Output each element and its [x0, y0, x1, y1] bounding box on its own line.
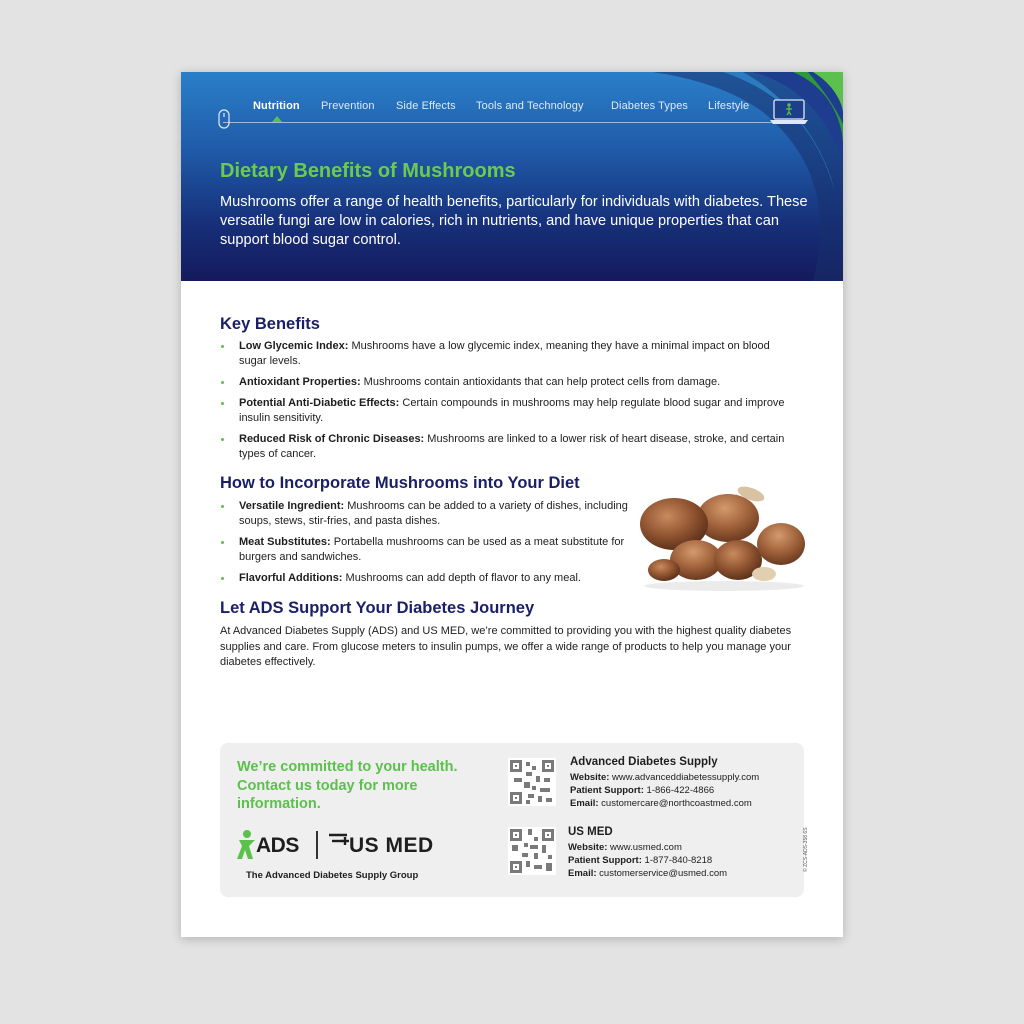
flyer-page: [181, 72, 843, 937]
website-label: Website:: [568, 842, 608, 853]
tip-text: Portabella mushrooms can be used as a meat substitute for burgers and sandwiches.: [239, 536, 625, 563]
website-line[interactable]: [568, 841, 727, 854]
tab-nutrition[interactable]: Nutrition: [253, 100, 300, 112]
bullet-dot-icon: [221, 438, 224, 441]
tip-text: Mushrooms can be added to a variety of dishes, including soups, stews, stir-fries, and pasta dishes.: [239, 500, 628, 527]
phone-number[interactable]: 1-877-840-8218: [641, 855, 713, 866]
phone-line[interactable]: [570, 784, 759, 797]
email-label: Email:: [570, 798, 599, 809]
bullet-dot-icon: [221, 577, 224, 580]
benefit-term: Potential Anti-Diabetic Effects:: [239, 397, 400, 409]
bullet-dot-icon: [221, 381, 224, 384]
key-benefits-list: [220, 339, 800, 468]
tip-term: Versatile Ingredient:: [239, 500, 345, 512]
support-heading: Let ADS Support Your Diabetes Journey: [220, 599, 535, 617]
contact-footer: [220, 743, 804, 897]
cta-text: We’re committed to your health. Contact us today for more information.: [237, 759, 458, 812]
intro-paragraph: Mushrooms offer a range of health benefits, particularly for individuals with diabetes. These versatile fungi are low in calories, rich in nutrients, and have unique properties that can support blood sugar control.: [220, 194, 808, 248]
website-link[interactable]: www.usmed.com: [607, 842, 682, 853]
phone-line[interactable]: [568, 854, 727, 867]
tab-diabetes-types[interactable]: Diabetes Types: [611, 100, 689, 112]
bullet-dot-icon: [221, 402, 224, 405]
group-name: The Advanced Diabetes Supply Group: [246, 870, 419, 881]
email-link[interactable]: customerservice@usmed.com: [596, 868, 728, 879]
active-tab-indicator: [272, 116, 282, 122]
list-item: [220, 535, 640, 565]
email-link[interactable]: customercare@northcoastmed.com: [598, 798, 752, 809]
phone-label: Patient Support:: [570, 785, 644, 796]
page-title: Dietary Benefits of Mushrooms: [220, 160, 516, 182]
website-line[interactable]: [570, 771, 759, 784]
nav-rail: [223, 122, 783, 123]
list-item: [220, 396, 800, 426]
benefit-text: Mushrooms contain antioxidants that can help protect cells from damage.: [360, 376, 721, 388]
usmed-logo-text: US MED: [349, 834, 434, 857]
tip-term: Flavorful Additions:: [239, 572, 343, 584]
list-item: [220, 339, 800, 369]
website-link[interactable]: www.advanceddiabetessupply.com: [609, 772, 760, 783]
document-code: © ZCS-ADS-358 6S: [803, 827, 809, 872]
qr-code-icon[interactable]: [508, 758, 556, 806]
phone-label: Patient Support:: [568, 855, 642, 866]
tab-prevention[interactable]: Prevention: [321, 100, 375, 112]
tip-term: Meat Substitutes:: [239, 536, 331, 548]
contact-name: Advanced Diabetes Supply: [570, 756, 718, 768]
mouse-icon: [218, 109, 230, 129]
usmed-plus-icon: [329, 831, 351, 859]
tab-tools-and-technology[interactable]: Tools and Technology: [476, 100, 584, 112]
ads-logo-text: ADS: [256, 834, 299, 857]
benefit-term: Low Glycemic Index:: [239, 340, 349, 352]
phone-number[interactable]: 1-866-422-4866: [643, 785, 715, 796]
tip-text: Mushrooms can add depth of flavor to any meal.: [342, 572, 581, 584]
website-label: Website:: [570, 772, 610, 783]
tab-lifestyle[interactable]: Lifestyle: [708, 100, 750, 112]
hero-banner: [181, 72, 843, 281]
contact-name: US MED: [568, 826, 613, 838]
benefit-text: Mushrooms have a low glycemic index, meaning they have a minimal impact on blood sugar levels.: [239, 340, 770, 367]
bullet-dot-icon: [221, 505, 224, 508]
bullet-dot-icon: [221, 345, 224, 348]
bullet-dot-icon: [221, 541, 224, 544]
incorporate-list: [220, 499, 640, 592]
benefit-term: Antioxidant Properties:: [239, 376, 361, 388]
laptop-icon: [770, 98, 808, 126]
key-benefits-heading: Key Benefits: [220, 315, 320, 333]
logo-divider: [316, 831, 318, 859]
mushrooms-image: [636, 484, 811, 594]
brand-logos: [237, 829, 467, 865]
benefit-text: Mushrooms are linked to a lower risk of heart disease, stroke, and certain types of cancer.: [239, 433, 785, 460]
contact-ads: [570, 756, 759, 810]
ads-figure-icon: [237, 829, 257, 861]
email-line[interactable]: [570, 797, 759, 810]
list-item: [220, 571, 640, 586]
benefit-term: Reduced Risk of Chronic Diseases:: [239, 433, 425, 445]
email-label: Email:: [568, 868, 597, 879]
list-item: [220, 499, 640, 529]
support-paragraph: At Advanced Diabetes Supply (ADS) and US MED, we’re committed to providing you with the highest quality diabetes supplies and care. From glucose meters to insulin pumps, we offer a wide range of products to help you manage your diabetes effectively.: [220, 625, 792, 669]
list-item: [220, 432, 800, 462]
incorporate-heading: How to Incorporate Mushrooms into Your Diet: [220, 474, 580, 492]
qr-code-icon[interactable]: [508, 827, 556, 875]
contact-usmed: [568, 826, 727, 880]
email-line[interactable]: [568, 867, 727, 880]
tab-side-effects[interactable]: Side Effects: [396, 100, 456, 112]
list-item: [220, 375, 800, 390]
benefit-text: Certain compounds in mushrooms may help regulate blood sugar and improve insulin sensitivity.: [239, 397, 785, 424]
